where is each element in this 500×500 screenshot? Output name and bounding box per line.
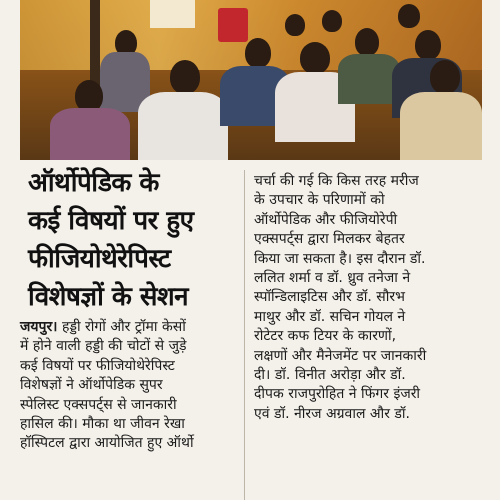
headline-line: ऑर्थोपेडिक के xyxy=(28,168,159,198)
body-line: में होने वाली हड्डी की चोटों से जुड़े xyxy=(20,338,187,355)
headline-line: फीजियोथेरेपिस्ट xyxy=(28,244,171,274)
body-line: ललित शर्मा व डॉ. ध्रुव तनेजा ने xyxy=(254,270,411,287)
headline-line: विशेषज्ञों के सेशन xyxy=(28,282,189,312)
photo-attendee xyxy=(300,42,330,74)
body-line xyxy=(20,318,242,337)
article-headline xyxy=(28,164,238,316)
body-line: के उपचार के परिणामों को xyxy=(254,192,385,209)
body-line: एक्सपर्ट्स द्वारा मिलकर बेहतर xyxy=(254,231,405,248)
photo-attendee xyxy=(285,14,305,36)
body-line: दी। डॉ. विनीत अरोड़ा और डॉ. xyxy=(254,367,406,384)
body-line: रोटेटर कफ टियर के कारणों, xyxy=(254,328,397,345)
body-line: लक्षणों और मैनेजमेंट पर जानकारी xyxy=(254,347,427,364)
photo-attendee xyxy=(245,38,271,68)
photo-attendee xyxy=(398,4,420,28)
article-photo xyxy=(20,0,482,160)
photo-speaker xyxy=(218,8,248,42)
article-body-left xyxy=(20,318,242,454)
photo-attendee xyxy=(138,92,228,160)
photo-attendee xyxy=(322,10,342,32)
body-line: ऑर्थोपेडिक और फीजियोरेपी xyxy=(254,211,398,228)
body-line: एवं डॉ. नीरज अग्रवाल और डॉ. xyxy=(254,405,410,422)
body-line-text: हड्डी रोगों और ट्रॉमा केसों xyxy=(61,319,186,335)
photo-attendee xyxy=(430,60,460,94)
photo-attendee xyxy=(400,92,482,160)
body-line: स्पेलिस्ट एक्सपर्ट्स से जानकारी xyxy=(20,396,177,413)
dateline: जयपुर। xyxy=(20,319,58,335)
body-line: हासिल की। मौका था जीवन रेखा xyxy=(20,416,185,433)
body-line: हॉस्पिटल द्वारा आयोजित हुए ऑर्थो xyxy=(20,435,194,452)
photo-attendee xyxy=(170,60,200,94)
photo-attendee xyxy=(415,30,441,60)
body-line: चर्चा की गई कि किस तरह मरीज xyxy=(254,173,419,189)
column-divider xyxy=(244,170,245,500)
body-line: स्पॉन्डिलाइटिस और डॉ. सौरभ xyxy=(254,289,405,306)
body-line: विशेषज्ञों ने ऑर्थोपेडिक सुपर xyxy=(20,377,163,394)
photo-projector-screen xyxy=(150,0,195,28)
photo-attendee xyxy=(355,28,379,56)
body-line: कई विषयों पर फीजियोथेरेपिस्ट xyxy=(20,357,175,374)
photo-attendee xyxy=(338,54,400,104)
photo-attendee xyxy=(50,108,130,160)
body-line: माथुर और डॉ. सचिन गोयल ने xyxy=(254,308,406,325)
article-body-right xyxy=(254,172,484,424)
body-line: दीपक राजपुरोहित ने फिंगर इंजरी xyxy=(254,386,421,403)
headline-line: कई विषयों पर हुए xyxy=(28,206,194,236)
body-line: किया जा सकता है। इस दौरान डॉ. xyxy=(254,250,426,267)
